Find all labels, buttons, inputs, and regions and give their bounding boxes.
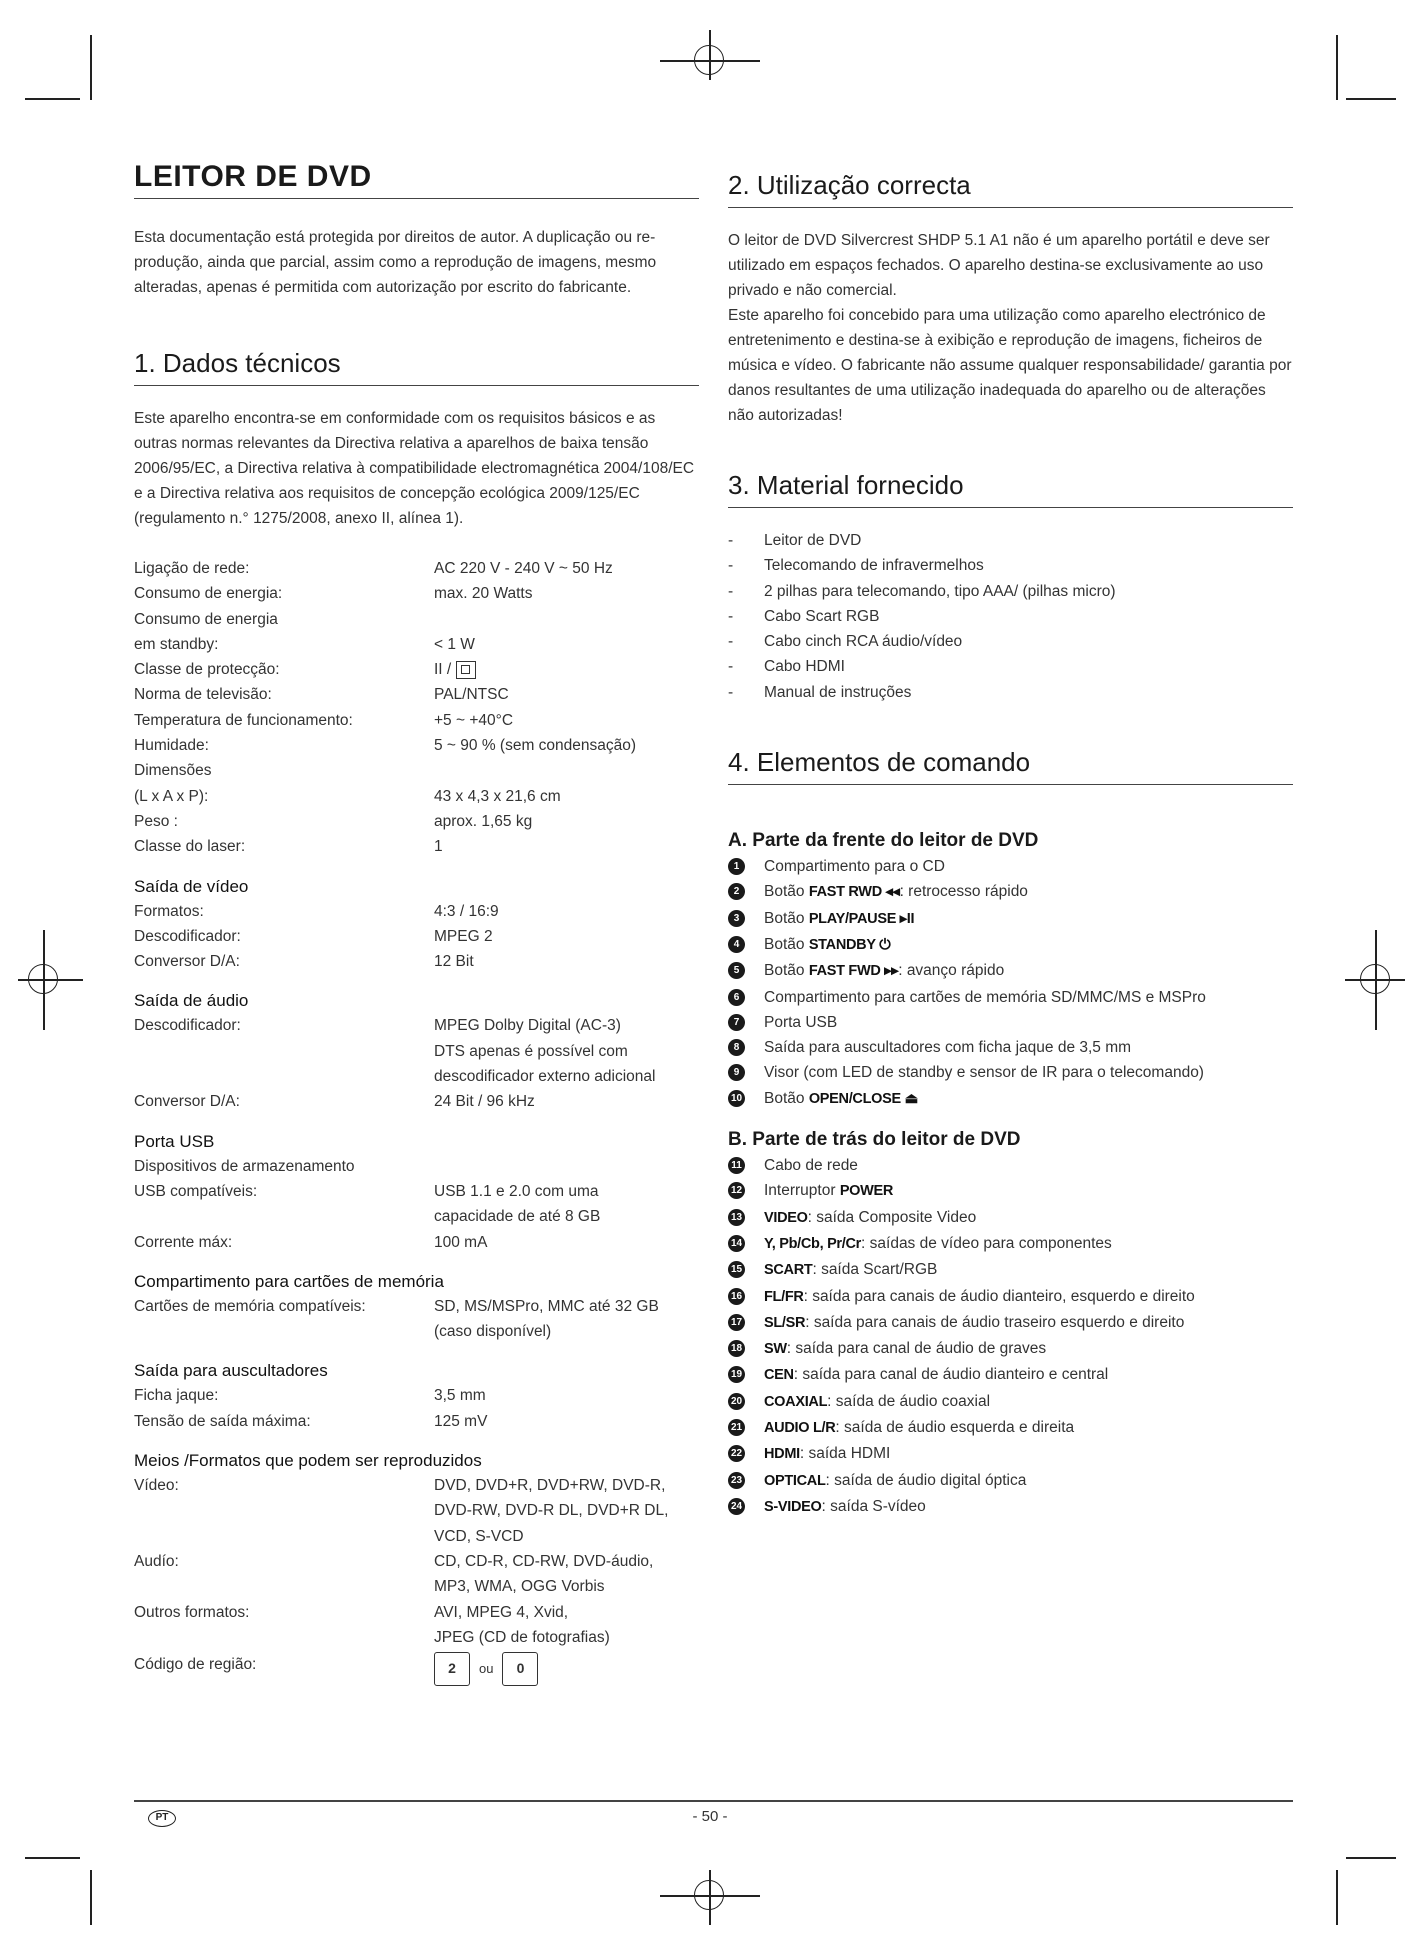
spec-row <box>134 581 699 606</box>
spec-value: 3,5 mm <box>434 1387 486 1405</box>
spec-value: USB 1.1 e 2.0 com uma <box>434 1182 599 1200</box>
spec-value: AC 220 V - 240 V ~ 50 Hz <box>434 560 613 577</box>
item-text: Compartimento para o CD <box>764 858 945 876</box>
spec-label: Ficha jaque: <box>134 1387 219 1405</box>
rear-panel-heading: B. Parte de trás do leitor de DVD <box>728 1129 1021 1151</box>
item-number-badge: 19 <box>728 1366 745 1383</box>
spec-row <box>134 1549 699 1574</box>
control-item <box>728 932 1293 958</box>
spec-label: Cartões de memória compatíveis: <box>134 1297 366 1315</box>
spec-label <box>134 1625 434 1650</box>
spec-label: Vídeo: <box>134 1477 179 1495</box>
list-item: - 2 pilhas para telecomando, tipo AAA/ (pilhas micro) <box>728 579 1293 604</box>
item-number-badge: 17 <box>728 1314 745 1331</box>
intended-use-p2: Este aparelho foi concebido para uma utilização como aparelho electrónico de entretenimento e destina-se à exibição e reprodução de imagens, ficheiros de música e vídeo. O fabricante não assume qualquer responsabilidade/ garantia por danos resultantes de uma utilização inadequada do aparelho ou de alterações não autorizadas! <box>728 307 1292 424</box>
item-text: Compartimento para cartões de memória SD/MMC/MS e MSPro <box>764 988 1206 1006</box>
spec-row <box>134 784 699 809</box>
item-prefix: Botão <box>764 1089 809 1107</box>
control-item <box>728 958 1293 984</box>
intended-use-p1: O leitor de DVD Silvercrest SHDP 5.1 A1 não é um aparelho portátil e deve ser utilizado em espaços fechados. O aparelho destina-se exclusivamente ao uso privado e não comercial. <box>728 232 1270 299</box>
copyright-notice: Esta documentação está protegida por direitos de autor. A duplicação ou re-produção, ainda que parcial, assim como a reprodução de imagens, mesmo alteradas, apenas é permitida com autorização por escrito do fabricante. <box>134 229 657 296</box>
spec-row <box>134 1039 699 1064</box>
item-keyword: COAXIAL <box>764 1393 828 1410</box>
item-text: : saída Scart/RGB <box>812 1261 938 1279</box>
crop-mark <box>1375 930 1377 1030</box>
spec-row <box>134 607 699 632</box>
item-keyword: Y, Pb/Cb, Pr/Cr <box>764 1235 862 1252</box>
item-text: Cabo de rede <box>764 1157 858 1175</box>
item-keyword: POWER <box>839 1183 894 1200</box>
specs-general <box>134 556 699 860</box>
conformity-text: Este aparelho encontra-se em conformidade com os requisitos básicos e as outras normas relevantes da Directiva relativa a aparelhos de baixa tensão 2006/95/EC, a Directiva relativa à compatibilidade electromagnética 2004/108/EC e a Directiva relativa aos requisitos de concepção ecológica 2009/125/EC (regulamento n.° 1275/2008, anexo II, alínea 1). <box>134 410 695 527</box>
spec-label: Norma de televisão: <box>134 686 272 704</box>
spec-value: 43 x 4,3 x 21,6 cm <box>434 787 561 805</box>
list-item: - Cabo HDMI <box>728 654 1293 679</box>
item-text: : saída Composite Video <box>807 1208 977 1226</box>
crop-mark <box>90 35 92 100</box>
spec-row <box>134 1204 699 1229</box>
button-symbol-icon: ⏻ <box>875 936 891 953</box>
item-number-badge: 1 <box>728 858 745 875</box>
control-item <box>728 1060 1293 1085</box>
spec-row <box>134 1498 699 1523</box>
spec-value: MP3, WMA, OGG Vorbis <box>434 1578 605 1596</box>
spec-label: Código de região: <box>134 1656 257 1674</box>
spec-label: Formatos: <box>134 902 204 920</box>
control-item <box>728 1257 1293 1283</box>
spec-value: JPEG (CD de fotografias) <box>434 1628 610 1646</box>
spec-value <box>434 758 699 783</box>
control-item <box>728 906 1293 932</box>
item-number-badge: 12 <box>728 1182 745 1199</box>
item-keyword: FL/FR <box>764 1288 804 1305</box>
item-number-badge: 3 <box>728 910 745 927</box>
spec-label <box>134 1524 434 1549</box>
crop-mark <box>25 98 80 100</box>
spec-row <box>134 1524 699 1549</box>
audio-output-heading: Saída de áudio <box>134 991 249 1011</box>
spec-label <box>134 1039 434 1064</box>
item-text: : saída de áudio coaxial <box>827 1392 991 1410</box>
spec-value: 4:3 / 16:9 <box>434 902 499 920</box>
spec-value: +5 ~ +40°C <box>434 711 514 729</box>
spec-value: SD, MS/MSPro, MMC até 32 GB <box>434 1297 659 1315</box>
item-number-badge: 5 <box>728 962 745 979</box>
spec-row <box>134 1574 699 1599</box>
crop-mark <box>90 1870 92 1925</box>
control-item <box>728 1231 1293 1257</box>
control-item <box>728 1441 1293 1467</box>
item-text: Visor (com LED de standby e sensor de IR para o telecomando) <box>764 1064 1204 1082</box>
control-item <box>728 1415 1293 1441</box>
region-0-icon: 0 <box>502 1652 538 1686</box>
spec-row <box>134 708 699 733</box>
spec-label: Conversor D/A: <box>134 953 240 971</box>
control-item <box>728 854 1293 879</box>
button-symbol-icon: ▸▸ <box>880 963 899 980</box>
section-intended-use-heading: 2. Utilização correcta <box>728 170 1293 208</box>
spec-row <box>134 682 699 707</box>
spec-label: em standby: <box>134 635 219 653</box>
spec-value: DTS apenas é possível com <box>434 1042 628 1060</box>
double-insulation-icon <box>456 661 476 679</box>
spec-row <box>134 809 699 834</box>
control-item <box>728 1178 1293 1204</box>
item-prefix: Botão <box>764 962 809 980</box>
spec-label: Outros formatos: <box>134 1603 250 1621</box>
crop-mark <box>18 979 83 981</box>
item-number-badge: 9 <box>728 1064 745 1081</box>
headphone-output-heading: Saída para auscultadores <box>134 1361 328 1381</box>
item-number-badge: 14 <box>728 1235 745 1252</box>
specs-media <box>134 1473 699 1650</box>
item-text: Porta USB <box>764 1013 838 1031</box>
usb-port-heading: Porta USB <box>134 1131 215 1151</box>
spec-label: (L x A x P): <box>134 787 209 805</box>
control-item <box>728 985 1293 1010</box>
item-number-badge: 7 <box>728 1014 745 1031</box>
front-panel-heading: A. Parte da frente do leitor de DVD <box>728 830 1039 852</box>
spec-value: 24 Bit / 96 kHz <box>434 1093 535 1111</box>
item-number-badge: 10 <box>728 1090 745 1107</box>
language-badge: PT <box>148 1810 176 1827</box>
specs-video <box>134 899 699 975</box>
spec-row <box>134 1294 699 1319</box>
item-text: : saída S-vídeo <box>821 1497 926 1515</box>
item-text: : avanço rápido <box>898 962 1005 980</box>
crop-mark <box>1336 1870 1338 1925</box>
item-prefix: Interruptor <box>764 1182 840 1200</box>
spec-row <box>134 1013 699 1038</box>
list-item: - Cabo cinch RCA áudio/vídeo <box>728 629 1293 654</box>
button-symbol-icon: ◂◂ <box>881 884 900 901</box>
item-number-badge: 23 <box>728 1472 745 1489</box>
media-formats-heading: Meios /Formatos que podem ser reproduzidos <box>134 1451 482 1471</box>
spec-row <box>134 1625 699 1650</box>
crop-mark <box>25 1857 80 1859</box>
control-item <box>728 1468 1293 1494</box>
spec-row <box>134 556 699 581</box>
item-text: : saída para canal de áudio dianteiro e central <box>793 1366 1109 1384</box>
supplied-items-list <box>728 528 1293 705</box>
item-text: : saída para canais de áudio dianteiro, esquerdo e direito <box>803 1287 1195 1305</box>
specs-headphone <box>134 1383 699 1434</box>
spec-row <box>134 758 699 783</box>
specs-usb <box>134 1154 699 1255</box>
item-keyword: FAST RWD <box>808 884 882 901</box>
item-keyword: HDMI <box>764 1446 800 1463</box>
spec-label: Peso : <box>134 812 178 830</box>
item-text: : saída de áudio esquerda e direita <box>835 1419 1075 1437</box>
footer-rule <box>134 1800 1293 1802</box>
item-keyword: AUDIO L/R <box>764 1420 836 1437</box>
section-technical-data-heading: 1. Dados técnicos <box>134 348 699 386</box>
spec-row <box>134 1230 699 1255</box>
item-number-badge: 2 <box>728 883 745 900</box>
region-code-row <box>134 1652 699 1686</box>
section-supplied-material-heading: 3. Material fornecido <box>728 470 1293 508</box>
spec-value <box>434 607 699 632</box>
list-item: - Telecomando de infravermelhos <box>728 553 1293 578</box>
spec-label <box>134 1064 434 1089</box>
button-symbol-icon: ⏏ <box>900 1090 919 1107</box>
control-item <box>728 1205 1293 1231</box>
control-item <box>728 1494 1293 1520</box>
spec-row <box>134 1154 699 1179</box>
item-text: : saída para canal de áudio de graves <box>786 1340 1047 1358</box>
item-text: : saída para canais de áudio traseiro esquerdo e direito <box>805 1313 1185 1331</box>
spec-value: VCD, S-VCD <box>434 1527 524 1545</box>
right-column <box>728 170 1293 1520</box>
control-item <box>728 1010 1293 1035</box>
spec-value: AVI, MPEG 4, Xvid, <box>434 1603 569 1621</box>
spec-row <box>134 1600 699 1625</box>
item-text: : retrocesso rápido <box>899 883 1028 901</box>
spec-row <box>134 632 699 657</box>
item-keyword: VIDEO <box>764 1209 808 1226</box>
spec-row <box>134 1473 699 1498</box>
item-number-badge: 8 <box>728 1039 745 1056</box>
list-item: - Manual de instruções <box>728 680 1293 705</box>
crop-mark <box>1346 1857 1396 1859</box>
spec-label: Descodificador: <box>134 927 241 945</box>
spec-row <box>134 899 699 924</box>
spec-value: (caso disponível) <box>434 1323 552 1341</box>
list-item: - Cabo Scart RGB <box>728 604 1293 629</box>
item-keyword: SCART <box>764 1262 813 1279</box>
spec-value: 125 mV <box>434 1412 488 1430</box>
spec-row <box>134 1383 699 1408</box>
item-number-badge: 6 <box>728 989 745 1006</box>
spec-label: Dimensões <box>134 762 212 780</box>
control-item <box>728 1284 1293 1310</box>
item-keyword: OPTICAL <box>764 1472 826 1489</box>
item-keyword: S-VIDEO <box>764 1498 822 1515</box>
section-controls-heading: 4. Elementos de comando <box>728 747 1293 785</box>
spec-label: Consumo de energia: <box>134 585 283 603</box>
item-number-badge: 22 <box>728 1445 745 1462</box>
card-slot-heading: Compartimento para cartões de memória <box>134 1271 444 1291</box>
control-item <box>728 1086 1293 1112</box>
list-item: - Leitor de DVD <box>728 528 1293 553</box>
spec-value: MPEG 2 <box>434 927 493 945</box>
spec-label: Audío: <box>134 1552 179 1570</box>
spec-value: MPEG Dolby Digital (AC-3) <box>434 1017 621 1035</box>
item-number-badge: 16 <box>728 1288 745 1305</box>
spec-label: Dispositivos de armazenamento <box>134 1157 355 1175</box>
control-item <box>728 1035 1293 1060</box>
item-text: : saídas de vídeo para componentes <box>861 1234 1112 1252</box>
spec-label <box>134 1319 434 1344</box>
spec-label: Tensão de saída máxima: <box>134 1412 311 1430</box>
item-number-badge: 24 <box>728 1498 745 1515</box>
spec-label <box>134 1574 434 1599</box>
spec-value: capacidade de até 8 GB <box>434 1208 601 1226</box>
spec-row <box>134 1319 699 1344</box>
spec-value: 5 ~ 90 % (sem condensação) <box>434 737 637 755</box>
crop-mark <box>1346 98 1396 100</box>
control-item <box>728 1362 1293 1388</box>
item-number-badge: 4 <box>728 936 745 953</box>
spec-value: max. 20 Watts <box>434 585 533 603</box>
spec-row <box>134 924 699 949</box>
item-number-badge: 15 <box>728 1261 745 1278</box>
spec-value: CD, CD-R, CD-RW, DVD-áudio, <box>434 1552 654 1570</box>
spec-value: DVD, DVD+R, DVD+RW, DVD-R, <box>434 1477 666 1495</box>
video-output-heading: Saída de vídeo <box>134 876 249 896</box>
item-prefix: Botão <box>764 883 809 901</box>
item-keyword: OPEN/CLOSE <box>808 1090 901 1107</box>
spec-row <box>134 949 699 974</box>
spec-value: PAL/NTSC <box>434 686 509 704</box>
spec-value: 1 <box>434 838 443 856</box>
item-text: Saída para auscultadores com ficha jaque de 3,5 mm <box>764 1039 1132 1057</box>
spec-label: Classe do laser: <box>134 838 246 856</box>
item-number-badge: 20 <box>728 1393 745 1410</box>
spec-row <box>134 1064 699 1089</box>
item-keyword: FAST FWD <box>808 963 881 980</box>
item-number-badge: 18 <box>728 1340 745 1357</box>
spec-label: Humidade: <box>134 737 209 755</box>
item-keyword: STANDBY <box>808 936 876 953</box>
item-keyword: SL/SR <box>764 1314 806 1331</box>
spec-row <box>134 1089 699 1114</box>
page-title: LEITOR DE DVD <box>134 160 699 199</box>
spec-row <box>134 1179 699 1204</box>
spec-label <box>134 1204 434 1229</box>
item-prefix: Botão <box>764 935 809 953</box>
crop-mark <box>709 30 711 80</box>
spec-row <box>134 834 699 859</box>
spec-label: Ligação de rede: <box>134 560 250 577</box>
spec-label: Descodificador: <box>134 1017 241 1035</box>
spec-value <box>434 1154 699 1179</box>
specs-card <box>134 1294 699 1345</box>
item-prefix: Botão <box>764 909 809 927</box>
page-number: - 50 - <box>692 1808 728 1825</box>
control-item <box>728 1153 1293 1178</box>
region-code-icons <box>434 1652 699 1686</box>
spec-value: 100 mA <box>434 1233 488 1251</box>
spec-label: USB compatíveis: <box>134 1182 258 1200</box>
item-number-badge: 11 <box>728 1157 745 1174</box>
region-or-label: ou <box>479 1661 494 1677</box>
spec-value: < 1 W <box>434 635 475 653</box>
spec-label <box>134 1498 434 1523</box>
item-keyword: PLAY/PAUSE <box>808 910 897 927</box>
spec-value: aprox. 1,65 kg <box>434 812 533 830</box>
button-symbol-icon: ▸II <box>896 910 915 927</box>
item-number-badge: 21 <box>728 1419 745 1436</box>
spec-label: Temperatura de funcionamento: <box>134 711 353 729</box>
spec-label: Classe de protecção: <box>134 661 280 679</box>
spec-value: DVD-RW, DVD-R DL, DVD+R DL, <box>434 1502 669 1520</box>
region-2-icon: 2 <box>434 1652 470 1686</box>
crop-mark <box>43 930 45 1030</box>
spec-label: Consumo de energia <box>134 610 278 628</box>
control-item <box>728 1389 1293 1415</box>
item-text: : saída de áudio digital óptica <box>825 1471 1027 1489</box>
spec-label: Conversor D/A: <box>134 1093 240 1111</box>
item-number-badge: 13 <box>728 1209 745 1226</box>
control-item <box>728 1310 1293 1336</box>
specs-audio <box>134 1013 699 1114</box>
item-keyword: CEN <box>764 1367 794 1384</box>
control-item <box>728 879 1293 905</box>
spec-value <box>434 657 699 682</box>
spec-row <box>134 657 699 682</box>
rear-panel-list <box>728 1153 1293 1520</box>
control-item <box>728 1336 1293 1362</box>
crop-mark <box>1336 35 1338 100</box>
spec-row <box>134 733 699 758</box>
protection-class-value: II / <box>434 661 452 679</box>
left-column <box>134 160 699 1686</box>
front-panel-list <box>728 854 1293 1112</box>
spec-label: Corrente máx: <box>134 1233 233 1251</box>
item-text: : saída HDMI <box>799 1445 891 1463</box>
item-keyword: SW <box>764 1341 787 1358</box>
crop-mark <box>709 1870 711 1925</box>
spec-value: descodificador externo adicional <box>434 1068 656 1086</box>
spec-value: 12 Bit <box>434 953 474 971</box>
spec-row <box>134 1409 699 1434</box>
